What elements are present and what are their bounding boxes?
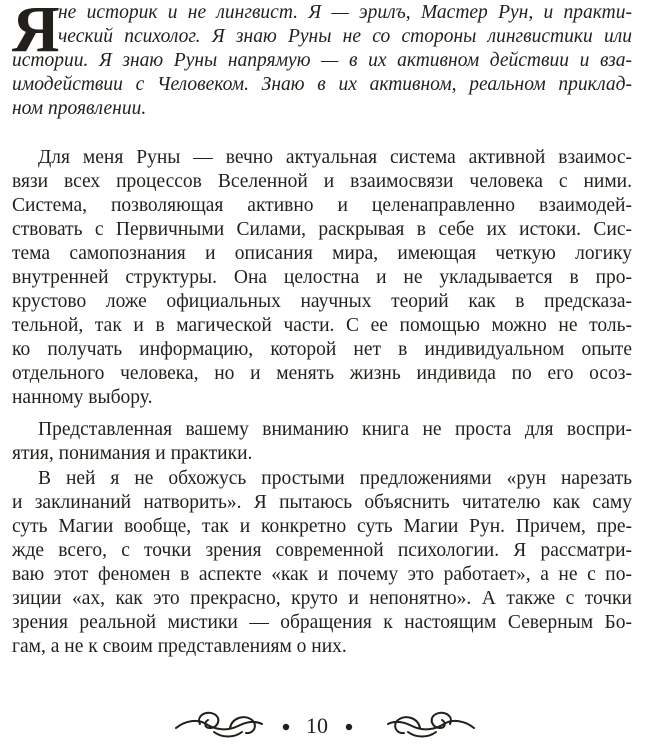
text-line: суть Магии вообще, так и конкретно суть Магии Рун. Причем, пре- [12, 516, 632, 537]
text-line: истории. Я знаю Руны напрямую — в их активном действии и вза- [12, 50, 632, 71]
text-line: имодействии с Человеком. Знаю в их активном, реальном приклад- [12, 74, 632, 95]
text-line: тельной, так и в магической части. С ее помощью можно не толь- [12, 315, 632, 336]
text-line: Система, позволяющая активно и целенаправленно взаимодей- [12, 195, 632, 216]
text-line: ческий психолог. Я знаю Руны не со стороны лингвистики или [58, 26, 632, 47]
text-line: зиции «ах, как это прекрасно, круто и непонятно». А также с точки [12, 588, 632, 609]
text-line: крустово ложе официальных научных теорий как в предсказа- [12, 291, 632, 312]
text-line: ко получать информацию, которой нет в индивидуальном опыте [12, 339, 632, 360]
page-number: 10 [306, 713, 328, 738]
text-line: зрения реальной мистики — обращения к настоящим Северным Бо- [12, 612, 632, 633]
text-line: В ней я не обхожусь простыми предложениями «рун нарезать [38, 468, 632, 489]
page-footer [0, 702, 650, 746]
text-line: отдельного человека, но и менять жизнь индивида по его осоз- [12, 363, 632, 384]
text-line: ваю этот феномен в аспекте «как и почему это работает», а не с по- [12, 564, 632, 585]
bullet-icon [346, 724, 352, 730]
text-line: не историк и не лингвист. Я — эрилъ, Мастер Рун, и практи- [58, 2, 632, 23]
text-line: ном проявлении. [12, 98, 147, 119]
drop-cap: Я [12, 0, 60, 66]
text-line: тема самопознания и описания мира, имеющая четкую логику [12, 243, 632, 264]
text-line: Представленная вашему вниманию книга не проста для воспри- [38, 419, 632, 440]
text-line: и заклинаний натворить». Я пытаюсь объяснить читателю как саму [12, 492, 632, 513]
text-line: нанному выбору. [12, 387, 153, 408]
text-line: Для меня Руны — вечно актуальная система активной взаимос- [38, 147, 632, 168]
bullet-icon [283, 724, 289, 730]
text-line: жде всего, с точки зрения современной психологии. Я рассматри- [12, 540, 632, 561]
text-line: гам, а не к своим представлениям о них. [12, 636, 347, 657]
text-line: ствовать с Первичными Силами, раскрывая в себе их истоки. Сис- [12, 219, 632, 240]
text-line: внутренней структуры. Она целостна и не укладывается в про- [12, 267, 632, 288]
text-line: ятия, понимания и практики. [12, 443, 253, 464]
text-line: вязи всех процессов Вселенной и взаимосвязи человека с ними. [12, 171, 632, 192]
